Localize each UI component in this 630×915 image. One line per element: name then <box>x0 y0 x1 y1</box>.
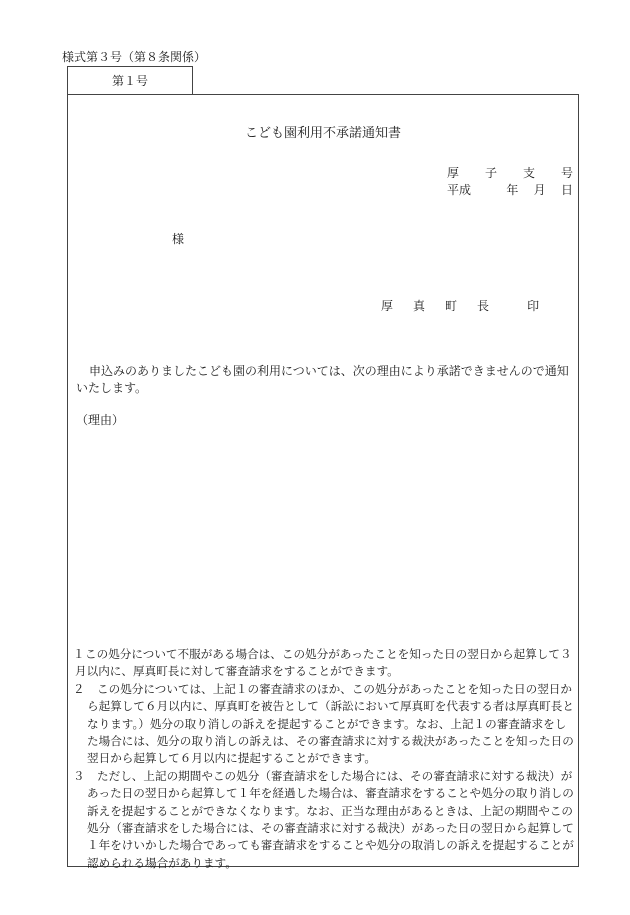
doc-date-part: 日 <box>560 183 573 197</box>
mayor-signature <box>381 297 559 314</box>
reason-label: （理由） <box>76 413 125 427</box>
number-tab <box>67 66 193 94</box>
doc-number-part: 子 <box>484 166 497 180</box>
mayor-char: 長 <box>477 299 490 313</box>
doc-number-part: 厚 <box>447 166 460 180</box>
doc-number-part: 号 <box>560 166 573 180</box>
document-date <box>447 181 573 198</box>
note-text: この処分については、上記１の審査請求のほか、この処分があったことを知った日の翌日から起算して６月以内に、厚真町を被告として（訴訟において厚真町を代表する者は厚真町長となります。）処分の取り消しの訴えを提起することができます。なお、上記１の審査請求をした場合には、処分の取り消しの訴えは、その審査請求に対する裁決があったことを知った日の翌日から起算して６月以内に提起することができます。 <box>87 681 574 766</box>
recipient-salutation: 様 <box>172 232 185 246</box>
body-text: 申込みのありましたこども園の利用については、次の理由により承諾できませんので通知いたします。 <box>76 364 569 395</box>
doc-date-part: 月 <box>533 183 546 197</box>
note-number: １ <box>73 647 85 661</box>
number-tab-label: 第１号 <box>111 74 148 88</box>
note-number: ２ <box>73 681 85 696</box>
note-number: ３ <box>73 768 85 783</box>
note-text: この処分について不服がある場合は、この処分があったことを知った日の翌日から起算して３月以内に、厚真町長に対して審査請求をすることができます。 <box>75 647 572 679</box>
doc-number-part: 支 <box>522 166 535 180</box>
document-number <box>447 164 573 181</box>
mayor-char: 町 <box>445 299 458 313</box>
note-item <box>73 768 575 872</box>
mayor-char: 厚 <box>381 299 394 313</box>
seal-mark: 印 <box>527 299 540 313</box>
doc-date-part: 年 <box>506 183 519 197</box>
note-item <box>73 681 575 768</box>
note-item <box>73 646 575 681</box>
note-text: ただし、上記の期間やこの処分（審査請求をした場合には、その審査請求に対する裁決）があった日の翌日から起算して１年を経過した場合は、審査請求をすることや処分の取り消しの訴えを提起することができなくなります。なお、正当な理由があるときは、上記の期間やこの処分（審査請求をした場合には、その審査請求に対する裁決）があった日の翌日から起算して１年をけいかした場合であっても審査請求をすることや処分の取消しの訴えを提起することが認められる場合があります。 <box>87 768 574 870</box>
doc-date-part: 平成 <box>447 183 472 197</box>
mayor-char: 真 <box>413 299 426 313</box>
form-label: 様式第３号（第８条関係） <box>62 50 207 64</box>
notes-list <box>73 646 575 872</box>
document-title: こども園利用不承諾通知書 <box>244 126 401 141</box>
